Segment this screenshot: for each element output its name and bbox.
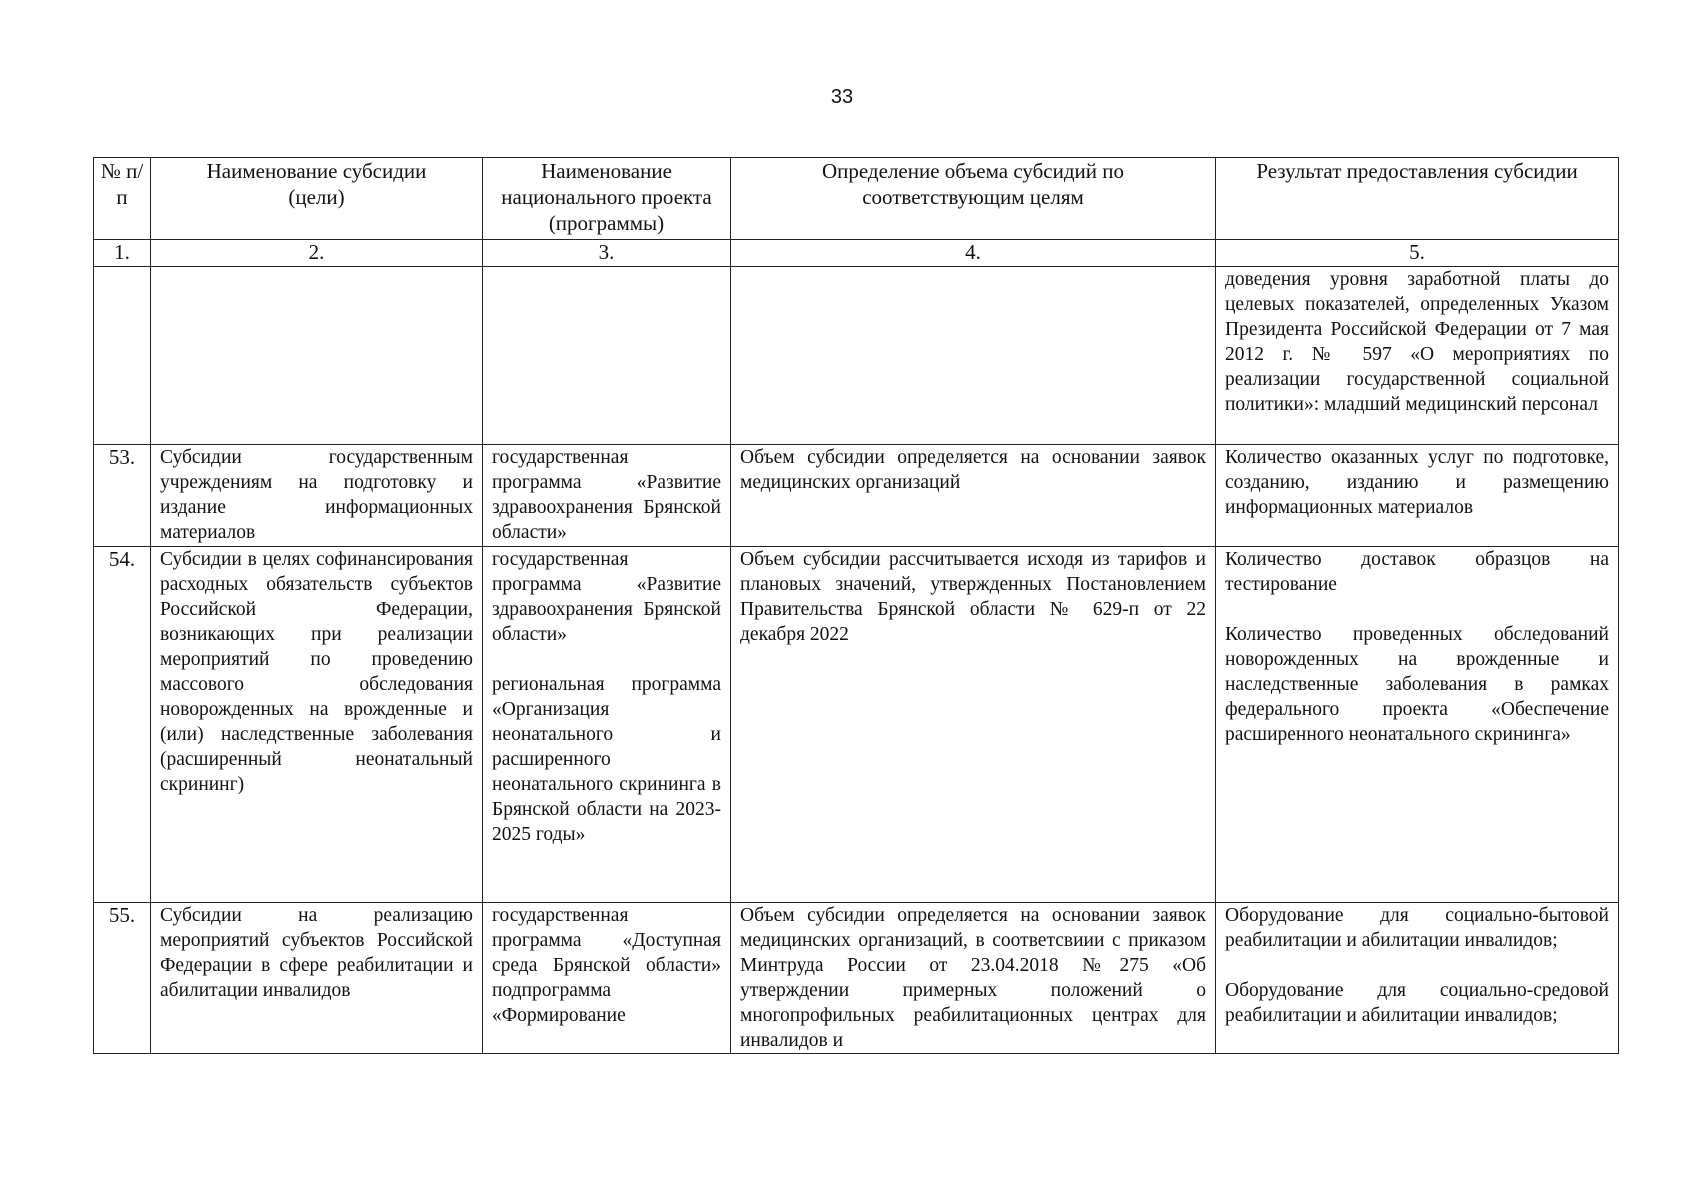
column-number-row: [94, 240, 1619, 267]
project-cell: [483, 267, 731, 445]
result-cell: [1216, 445, 1619, 547]
subsidy-name-cell: Субсидии в целях софинансирования расходных обязательств субъектов Российской Федерации, возникающих при реализации мероприятий по проведению массового обследования новорожденных на врожденные и (или) наследственные заболевания (расширенный неонатальный скрининг): [151, 547, 483, 903]
column-number: 4.: [731, 240, 1216, 267]
result-text: Оборудование для социально-средовой реабилитации и абилитации инвалидов;: [1225, 980, 1609, 1026]
header-result: Результат предоставления субсидии: [1216, 158, 1619, 240]
table-row: [94, 267, 1619, 445]
subsidy-name-cell: [151, 267, 483, 445]
result-cell: [1216, 903, 1619, 1054]
result-text: Оборудование для социально-бытовой реабилитации и абилитации инвалидов;: [1225, 905, 1609, 951]
column-number: 3.: [483, 240, 731, 267]
header-row: [94, 158, 1619, 240]
result-cell: [1216, 547, 1619, 903]
result-text: Количество оказанных услуг по подготовке, созданию, изданию и размещению информационных материалов: [1225, 447, 1609, 518]
result-text: доведения уровня заработной платы до целевых показателей, определенных Указом Президента Российской Федерации от 7 мая 2012 г. № 597 «О мероприятиях по реализации государственной социальной политики»: младший медицинский персонал: [1225, 269, 1609, 415]
column-number: 2.: [151, 240, 483, 267]
header-number: № п/п: [94, 158, 151, 240]
volume-cell: [731, 267, 1216, 445]
project-cell: [483, 445, 731, 547]
table-row: [94, 903, 1619, 1054]
project-cell: [483, 903, 731, 1054]
subsidy-table: [93, 157, 1619, 1054]
subsidy-name-cell: Субсидии государственным учреждениям на подготовку и издание информационных материалов: [151, 445, 483, 547]
subsidy-name-cell: Субсидии на реализацию мероприятий субъектов Российской Федерации в сфере реабилитации и абилитации инвалидов: [151, 903, 483, 1054]
column-number: 1.: [94, 240, 151, 267]
row-number: 54.: [94, 547, 151, 903]
volume-cell: Объем субсидии определяется на основании заявок медицинских организаций: [731, 445, 1216, 547]
project-text: государственная программа «Развитие здравоохранения Брянской области»: [492, 447, 721, 543]
page-number: 33: [830, 86, 854, 108]
header-project-name: Наименование национального проекта (программы): [483, 158, 731, 240]
volume-cell: Объем субсидии рассчитывается исходя из тарифов и плановых значений, утвержденных Постановлением Правительства Брянской области № 629-п от 22 декабря 2022: [731, 547, 1216, 903]
row-number: [94, 267, 151, 445]
project-cell: [483, 547, 731, 903]
table-row: [94, 445, 1619, 547]
result-cell: [1216, 267, 1619, 445]
project-text: региональная программа «Организация неонатального и расширенного неонатального скрининга в Брянской области на 2023-2025 годы»: [492, 674, 721, 845]
row-number: 53.: [94, 445, 151, 547]
table-row: [94, 547, 1619, 903]
project-text: государственная программа «Доступная среда Брянской области» подпрограмма «Формирование: [492, 905, 721, 1026]
column-number: 5.: [1216, 240, 1619, 267]
result-text: Количество проведенных обследований новорожденных на врожденные и наследственные заболевания в рамках федерального проекта «Обеспечение расширенного неонатального скрининга»: [1225, 624, 1609, 745]
header-subsidy-name: Наименование субсидии (цели): [151, 158, 483, 240]
row-number: 55.: [94, 903, 151, 1054]
project-text: государственная программа «Развитие здравоохранения Брянской области»: [492, 549, 721, 645]
result-text: Количество доставок образцов на тестирование: [1225, 549, 1609, 595]
header-volume: Определение объема субсидий по соответствующим целям: [731, 158, 1216, 240]
volume-cell: Объем субсидии определяется на основании заявок медицинских организаций, в соответсвиии с приказом Минтруда России от 23.04.2018 №275 «Об утверждении примерных положений о многопрофильных реабилитационных центрах для инвалидов и: [731, 903, 1216, 1054]
